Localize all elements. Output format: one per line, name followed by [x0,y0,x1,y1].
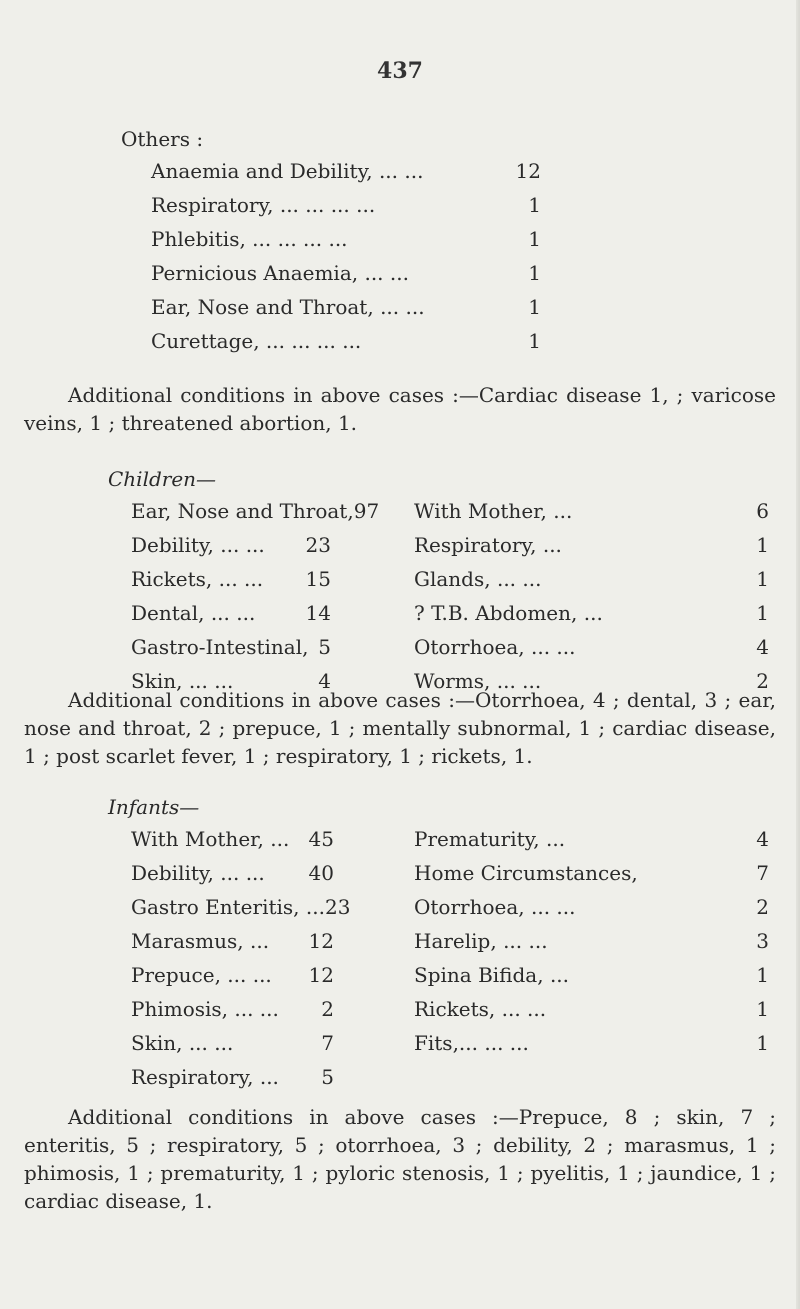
infants-row [131,895,351,929]
infants-row-value: 1 [756,997,769,1021]
infants-additional-conditions [24,1103,776,1215]
infants-right-list [414,827,769,1065]
infants-row-value: 4 [756,827,769,851]
infants-row-label: Rickets, ... ... [414,997,547,1021]
children-row [131,601,331,635]
infants-row [414,963,769,997]
others-list [151,159,541,363]
children-row-label: Skin, ... ... [131,669,234,693]
infants-row-value: 7 [756,861,769,885]
infants-row-label: Fits,... ... ... [414,1031,529,1055]
children-row-label: Rickets, ... ... [131,567,264,591]
infants-row [131,1065,334,1099]
others-row-value: 1 [528,193,541,217]
infants-row [131,963,334,997]
children-right-list [414,499,769,703]
children-row [414,567,769,601]
children-additional-conditions [24,686,776,770]
infants-row-value: 40 [308,861,334,885]
others-row [151,295,541,329]
children-row-value: 1 [756,601,769,625]
infants-row-label: Respiratory, ... [131,1065,279,1089]
others-row-label: Curettage, ... ... ... ... [151,329,362,353]
infants-row [414,997,769,1031]
infants-row-value: 45 [308,827,334,851]
others-row [151,227,541,261]
infants-row-label: Skin, ... ... [131,1031,234,1055]
others-row-label: Pernicious Anaemia, ... ... [151,261,409,285]
infants-row [131,1031,334,1065]
children-row-label: Dental, ... ... [131,601,256,625]
infants-row-label: Marasmus, ... [131,929,270,953]
children-row-value: 97 [353,499,380,523]
infants-row-value: 7 [321,1031,334,1055]
others-row [151,193,541,227]
infants-row [131,929,334,963]
others-row-label: Ear, Nose and Throat, ... ... [151,295,425,319]
infants-row-value: 23 [324,895,351,919]
infants-heading: Infants— [108,795,200,819]
children-row-value: 5 [318,635,331,659]
children-row [131,635,331,669]
infants-row-label: Gastro Enteritis, ... [131,895,325,919]
infants-row [414,929,769,963]
infants-row-label: Prematurity, ... [414,827,566,851]
infants-row-value: 2 [756,895,769,919]
children-row [131,567,331,601]
children-additional-text: Additional conditions in above cases :—Otorrhoea, 4 ; dental, 3 ; ear, nose and throat, 2 ; prepuce, 1 ; mentally subnormal, 1 ; cardiac disease, 1 ; post scarlet fever, 1 ; respiratory, 1 ; rickets, 1. [24,688,776,768]
infants-row-value: 1 [756,1031,769,1055]
children-row [131,499,380,533]
children-row-value: 15 [305,567,331,591]
children-row-label: Glands, ... ... [414,567,542,591]
others-row [151,261,541,295]
children-row-label: ? T.B. Abdomen, ... [414,601,603,625]
infants-row [131,861,334,895]
infants-row-value: 12 [308,929,334,953]
infants-row [414,827,769,861]
infants-row-value: 12 [308,963,334,987]
others-row-value: 1 [528,329,541,353]
children-row-value: 1 [756,533,769,557]
page-number: 437 [377,58,423,84]
infants-row-label: Phimosis, ... ... [131,997,279,1021]
children-row-label: Respiratory, ... [414,533,562,557]
others-additional-text: Additional conditions in above cases :—Cardiac disease 1, ; varicose veins, 1 ; threatened abortion, 1. [24,383,776,435]
infants-row-value: 3 [756,929,769,953]
others-row-value: 1 [528,227,541,251]
infants-row-label: Home Circumstances, [414,861,638,885]
others-row-label: Phlebitis, ... ... ... ... [151,227,348,251]
others-row-value: 12 [515,159,541,183]
infants-left-list [131,827,351,1099]
others-additional-conditions [24,381,776,437]
infants-row-label: Debility, ... ... [131,861,265,885]
children-row [414,635,769,669]
others-heading: Others : [121,127,204,151]
others-row-value: 1 [528,295,541,319]
children-left-list [131,499,380,703]
infants-row [131,997,334,1031]
children-row-value: 6 [756,499,769,523]
others-row [151,159,541,193]
others-row-label: Anaemia and Debility, ... ... [151,159,424,183]
infants-row [414,1031,769,1065]
children-row-label: Ear, Nose and Throat, [131,499,354,523]
children-row-label: Worms, ... ... [414,669,542,693]
infants-row-value: 2 [321,997,334,1021]
children-row [131,533,331,567]
infants-row-label: With Mother, ... [131,827,290,851]
infants-row [414,861,769,895]
children-row-value: 4 [318,669,331,693]
children-row-label: Gastro-Intestinal, [131,635,309,659]
children-row-label: Otorrhoea, ... ... [414,635,576,659]
children-row [414,499,769,533]
scan-edge [796,0,800,1309]
infants-additional-text: Additional conditions in above cases :—Prepuce, 8 ; skin, 7 ; enteritis, 5 ; respiratory, 5 ; otorrhoea, 3 ; debility, 2 ; marasmus, 1 ; phimosis, 1 ; prematurity, 1 ; pyloric stenosis, 1 ; pyelitis, 1 ; jaundice, 1 ; cardiac disease, 1. [24,1105,776,1213]
others-row [151,329,541,363]
children-row [414,601,769,635]
children-row [414,533,769,567]
children-row-value: 14 [305,601,331,625]
infants-row-label: Prepuce, ... ... [131,963,272,987]
children-row-value: 23 [305,533,331,557]
infants-row [131,827,334,861]
infants-row-label: Spina Bifida, ... [414,963,570,987]
infants-row-value: 5 [321,1065,334,1089]
others-row-value: 1 [528,261,541,285]
infants-row-value: 1 [756,963,769,987]
children-row-value: 4 [756,635,769,659]
infants-row-label: Harelip, ... ... [414,929,548,953]
children-row-label: Debility, ... ... [131,533,265,557]
children-row-value: 1 [756,567,769,591]
infants-row [414,895,769,929]
children-heading: Children— [108,467,217,491]
children-row-label: With Mother, ... [414,499,573,523]
children-row-value: 2 [756,669,769,693]
others-row-label: Respiratory, ... ... ... ... [151,193,376,217]
infants-row-label: Otorrhoea, ... ... [414,895,576,919]
